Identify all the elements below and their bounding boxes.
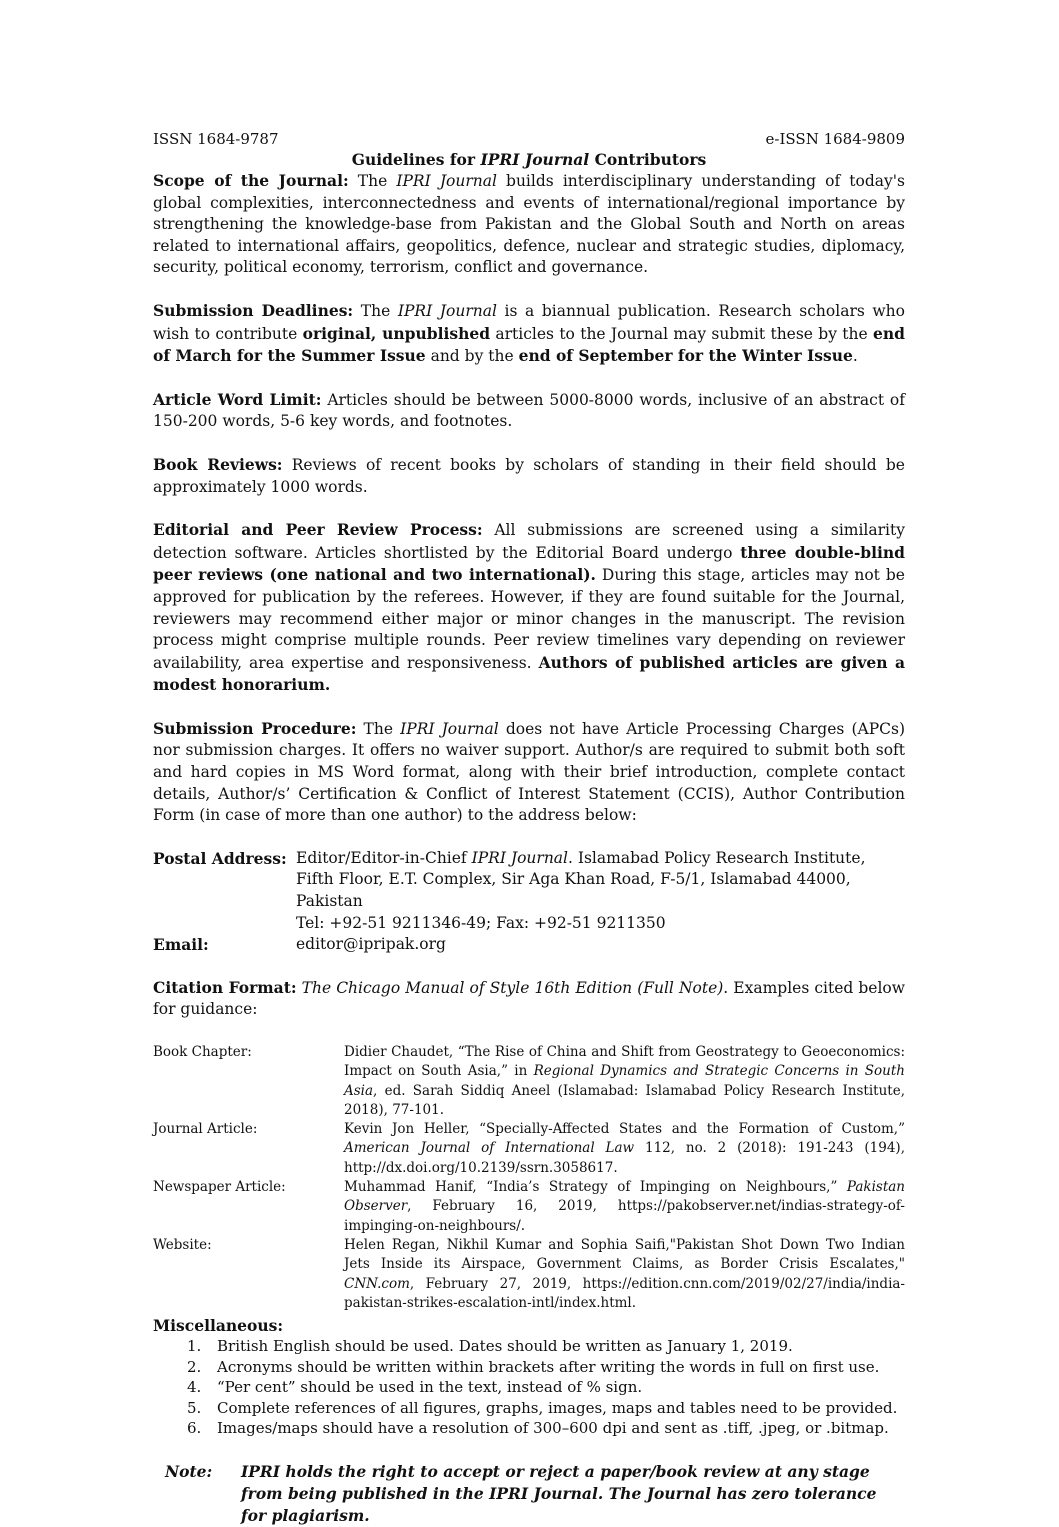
word-limit-text: Articles should be between 5000-8000 words, inclusive of an abstract of 150-200 words, 5-6 key words, and footnotes. [153, 390, 905, 431]
list-item [153, 1377, 905, 1398]
word-limit-section [153, 389, 905, 433]
email-address-link[interactable]: editor@ipripak.org [296, 935, 446, 954]
scope-section [153, 170, 905, 279]
list-item-number: 4. [187, 1378, 202, 1397]
issn-number: ISSN 1684-9787 [153, 130, 279, 148]
list-item-text: British English should be used. Dates should be written as January 1, 2019. [217, 1337, 793, 1356]
example-label: Newspaper Article: [153, 1179, 286, 1196]
postal-address-line-1 [296, 848, 905, 870]
list-item-number: 1. [187, 1337, 202, 1356]
deadlines-text-body: is a biannual publication. Research scholars who wish to contribute [153, 301, 905, 343]
scope-text: The [348, 172, 397, 190]
example-text: Didier Chaudet, “The Rise of China and Shift from Geostrategy to Geoeconomics: Impact on South Asia,” in Regional Dynamics and Strategic Concerns in South Asia, ed. Sarah Siddiq Aneel (Islamabad: Islamabad Policy Research Institute, 2018), 77-101. [344, 1044, 905, 1118]
deadlines-original-unpublished: original, unpublished [302, 323, 491, 343]
note-label: Note: [165, 1461, 213, 1481]
miscellaneous-heading: Miscellaneous: [153, 1316, 284, 1336]
postal-address-block [153, 848, 905, 956]
document-title [153, 150, 905, 170]
list-item-text: Complete references of all figures, graphs, images, maps and tables need to be provided. [217, 1398, 898, 1417]
procedure-label: Submission Procedure: [153, 718, 357, 738]
postal-address-row [153, 869, 905, 912]
example-website [153, 1236, 905, 1313]
miscellaneous-list [153, 1336, 905, 1439]
list-item [153, 1336, 905, 1357]
issn-header [153, 130, 905, 149]
procedure-text-body: does not have Article Processing Charges (APCs) nor submission charges. It offers no waiver support. Author/s are required to submit both soft and hard copies in MS Word format, along with their brief introduction, complete contact details, Author/s’ Certification & Conflict of Interest Statement (CCIS), Author Contribution Form (in case of more than one author) to the address below: [153, 719, 905, 825]
email-row [153, 934, 905, 956]
title-journal-name: IPRI Journal [480, 150, 590, 169]
postal-address-label: Postal Address: [153, 848, 287, 868]
example-label: Journal Article: [153, 1121, 258, 1138]
list-item [153, 1398, 905, 1419]
word-limit-label: Article Word Limit: [153, 389, 322, 409]
deadlines-section [153, 300, 905, 368]
deadlines-winter-issue: end of September for the Winter Issue [518, 346, 853, 366]
peer-review-text: All submissions are screened using a similarity detection software. Articles shortlisted by the Editorial Board undergo [153, 521, 905, 562]
list-item-number: 2. [187, 1357, 202, 1376]
citation-format-label: Citation Format: [153, 977, 297, 997]
deadlines-text-end: . [852, 347, 858, 366]
example-text: Kevin Jon Heller, “Specially-Affected States and the Formation of Custom,” American Journal of International Law 112, no. 2 (2018): 191-243 (194), http://dx.doi.org/10.2139/ssrn.3058617. [344, 1121, 905, 1176]
list-item-number: 6. [187, 1419, 202, 1438]
note-text: IPRI holds the right to accept or reject a paper/book review at any stage from being published in the IPRI Journal. The Journal has zero tolerance for plagiarism. [241, 1461, 877, 1525]
example-book-chapter [153, 1043, 905, 1120]
plagiarism-note [153, 1461, 905, 1527]
citation-format-text: . Examples cited below for guidance: [153, 978, 905, 1019]
deadlines-label: Submission Deadlines: [153, 300, 354, 320]
deadlines-text-and: and by the [425, 347, 519, 366]
example-journal-article [153, 1120, 905, 1178]
list-item [153, 1418, 905, 1439]
phone-fax-line: Tel: +92-51 9211346-49; Fax: +92-51 9211350 [296, 913, 666, 932]
postal-address-institute: . Islamabad Policy Research Institute, [568, 848, 866, 867]
book-reviews-section [153, 454, 905, 498]
procedure-text: The [356, 719, 401, 738]
scope-text-body: builds interdisciplinary understanding of today's global complexities, interconnectedness and events of international/regional importance by strengthening the knowledge-base from Pakistan and the Global South and North on areas related to international affairs, geopolitics, defence, nuclear and strategic studies, diplomacy, security, political economy, terrorism, conflict and governance. [153, 172, 905, 277]
postal-address-row [153, 848, 905, 870]
email-label: Email: [153, 935, 209, 955]
title-suffix: Contributors [589, 150, 707, 169]
peer-review-three-reviews: three double-blind peer reviews (one national and two international). [153, 542, 905, 585]
scope-label: Scope of the Journal: [153, 171, 349, 190]
example-text: Helen Regan, Nikhil Kumar and Sophia Saifi,"Pakistan Shot Down Two Indian Jets Inside its Airspace, Government Claims, as Border Crisis Escalates," CNN.com, February 27, 2019, https://edition.cnn.com/2019/02/27/india/india-pakistan-strikes-escalation-intl/index.html. [344, 1236, 905, 1311]
citation-examples [153, 1043, 905, 1313]
scope-journal-name: IPRI Journal [396, 172, 497, 190]
list-item [153, 1357, 905, 1378]
postal-address-editor: Editor/Editor-in-Chief [296, 848, 472, 867]
list-item-text: Acronyms should be written within brackets after writing the words in full on first use. [217, 1357, 880, 1376]
deadlines-journal-name: IPRI Journal [397, 301, 497, 320]
list-item-number: 5. [187, 1398, 202, 1417]
procedure-section [153, 718, 905, 827]
title-prefix: Guidelines for [351, 150, 481, 169]
list-item-text: “Per cent” should be used in the text, instead of % sign. [217, 1378, 643, 1397]
postal-address-journal: IPRI Journal [471, 848, 568, 867]
deadlines-text: The [353, 301, 398, 320]
peer-review-section [153, 519, 905, 697]
guidelines-page [153, 130, 905, 1527]
citation-style-name: The Chicago Manual of Style 16th Edition (Full Note) [296, 978, 724, 997]
list-item-text: Images/maps should have a resolution of 300–600 dpi and sent as .tiff, .jpeg, or .bitmap. [217, 1419, 889, 1438]
procedure-journal-name: IPRI Journal [400, 719, 499, 738]
postal-address-row [153, 913, 905, 935]
peer-review-text-body: During this stage, articles may not be approved for publication by the referees. However, if they are found suitable for the Journal, reviewers may recommend either major or minor changes in the manuscript. The revision process might comprise multiple rounds. Peer review timelines vary depending on reviewer availability, area expertise and responsiveness. [153, 566, 905, 672]
book-reviews-text: Reviews of recent books by scholars of standing in their field should be approximately 1000 words. [153, 455, 905, 496]
postal-address-line-2: Fifth Floor, E.T. Complex, Sir Aga Khan Road, F-5/1, Islamabad 44000, Pakistan [296, 870, 851, 911]
example-label: Book Chapter: [153, 1044, 252, 1060]
eissn-number: e-ISSN 1684-9809 [765, 130, 905, 148]
peer-review-label: Editorial and Peer Review Process: [153, 520, 483, 540]
example-newspaper-article [153, 1178, 905, 1236]
citation-format-section [153, 977, 905, 1021]
example-text: Muhammad Hanif, “India’s Strategy of Impinging on Neighbours,” Pakistan Observer, February 16, 2019, https://pakobserver.net/indias-strategy-of-impinging-on-neighbours/. [344, 1179, 905, 1234]
book-reviews-label: Book Reviews: [153, 454, 283, 474]
peer-review-honorarium: Authors of published articles are given a modest honorarium. [153, 652, 905, 695]
deadlines-summer-issue: end of March for the Summer Issue [153, 323, 905, 366]
example-label: Website: [153, 1236, 212, 1253]
deadlines-text-mid: articles to the Journal may submit these by the [490, 324, 874, 343]
